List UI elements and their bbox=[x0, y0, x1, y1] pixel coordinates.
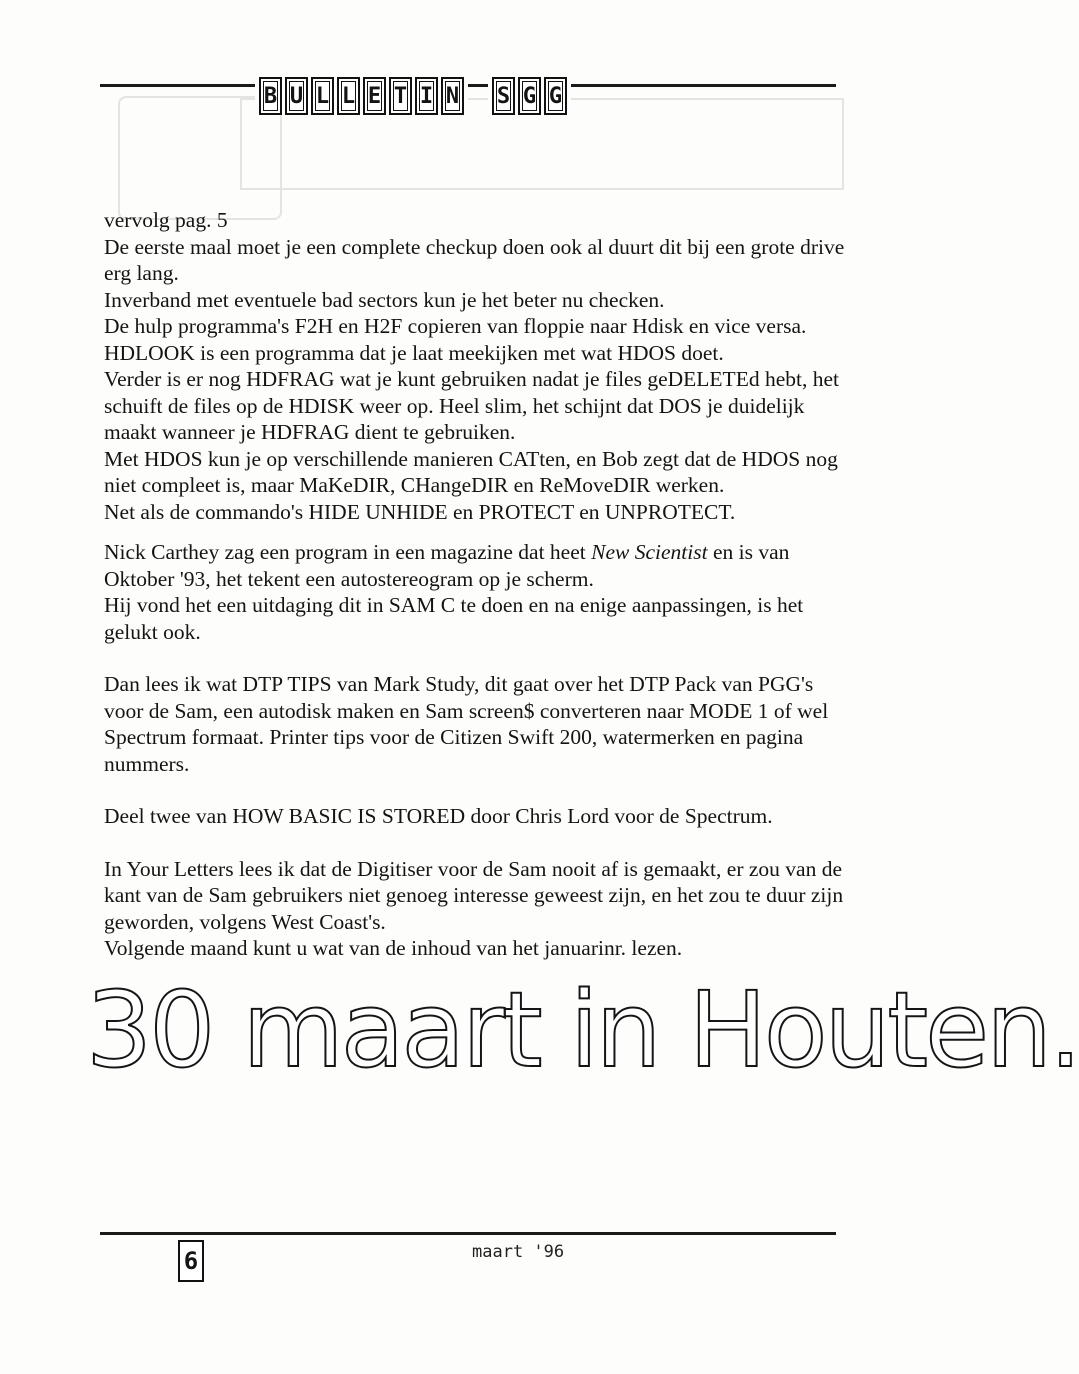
paragraph: Net als de commando's HIDE UNHIDE en PROTECT en UNPROTECT. bbox=[104, 499, 736, 524]
paragraph: In Your Letters lees ik dat de Digitiser voor de Sam nooit af is gemaakt, er zou van de kant van de Sam gebruikers niet genoeg interesse geweest zijn, en het zou te duur zijn geworden, volgens West Coast's. bbox=[104, 856, 844, 934]
title-word-bulletin bbox=[255, 77, 468, 115]
paragraph: Verder is er nog HDFRAG wat je kunt gebruiken nadat je files geDELETEd hebt, het schuift de files op de HDISK weer op. Heel slim, het schijnt dat DOS je duidelijk maakt wanneer je HDFRAG dient te gebruiken. bbox=[104, 367, 839, 444]
paragraph-new-scientist bbox=[104, 539, 846, 592]
article-body bbox=[104, 207, 846, 962]
title-letter: N bbox=[441, 77, 464, 115]
continued-label: vervolg pag. 5 bbox=[104, 208, 228, 232]
title-letter: L bbox=[337, 77, 360, 115]
title-letter: S bbox=[492, 77, 515, 115]
title-letter: L bbox=[311, 77, 334, 115]
title-word-sgg bbox=[488, 77, 571, 115]
title-letter: I bbox=[415, 77, 438, 115]
paragraph: De hulp programma's F2H en H2F copieren van floppie naar Hdisk en vice versa. bbox=[104, 314, 807, 338]
title-letter: U bbox=[285, 77, 308, 115]
paragraph-text: Nick Carthey zag een program in een magazine dat heet bbox=[104, 540, 592, 564]
page-number: 6 bbox=[178, 1240, 204, 1282]
footer-rule bbox=[100, 1232, 836, 1235]
paragraph: Hij vond het een uitdaging dit in SAM C te doen en na enige aanpassingen, is het gelukt ook. bbox=[104, 593, 804, 644]
paragraph-text: en is van Oktober '93, het tekent een autostereogram op je scherm. bbox=[104, 540, 790, 591]
paragraph: Volgende maand kunt u wat van de inhoud van het januarinr. lezen. bbox=[104, 936, 683, 960]
title-letter: T bbox=[389, 77, 412, 115]
title-letter: E bbox=[363, 77, 386, 115]
announcement-heading: 30 maart in Houten. bbox=[86, 969, 1079, 1091]
paragraph: Deel twee van HOW BASIC IS STORED door Chris Lord voor de Spectrum. bbox=[104, 804, 773, 828]
paragraph: Dan lees ik wat DTP TIPS van Mark Study, dit gaat over het DTP Pack van PGG's voor de Sam, een autodisk maken en Sam screen$ converteren naar MODE 1 of wel Spectrum formaat. Printer tips voor de Citizen Swift 200, watermerken en pagina nummers. bbox=[104, 672, 829, 776]
title-letter: G bbox=[518, 77, 541, 115]
bulletin-title bbox=[255, 74, 571, 118]
paragraph: HDLOOK is een programma dat je laat meekijken met wat HDOS doet. bbox=[104, 340, 724, 365]
paragraph: Met HDOS kun je op verschillende manieren CATten, en Bob zegt dat de HDOS nog niet compleet is, maar MaKeDIR, CHangeDIR en ReMoveDIR werken. bbox=[104, 446, 838, 497]
paragraph: De eerste maal moet je een complete checkup doen ook al duurt dit bij een grote drive erg lang. bbox=[104, 234, 845, 285]
magazine-title: New Scientist bbox=[591, 540, 708, 564]
title-letter: B bbox=[259, 77, 282, 115]
issue-date: maart '96 bbox=[472, 1242, 565, 1262]
paragraph: Inverband met eventuele bad sectors kun je het beter nu checken. bbox=[104, 287, 665, 312]
title-letter: G bbox=[544, 77, 567, 115]
